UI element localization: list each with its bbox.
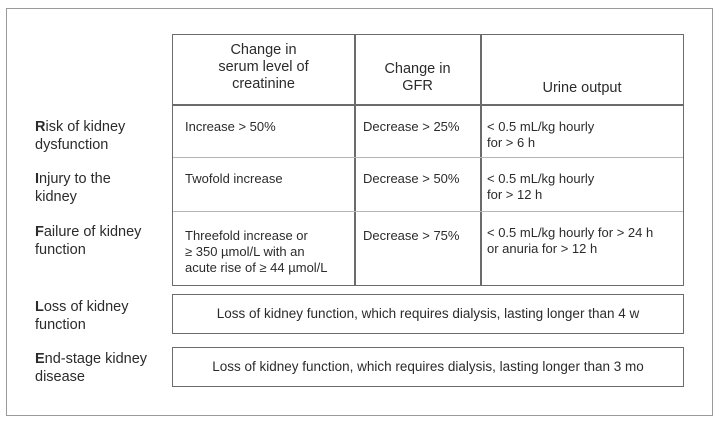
row-label-initial: I [35,171,40,187]
failure-urine-output: < 0.5 mL/kg hourly for > 24 h or anuria for > 12 h [487,225,654,256]
row-label-initial: E [35,351,45,367]
row-label-text: isk of kidney dysfunction [35,119,126,153]
header-gfr: Change in GFR [384,61,451,94]
risk-creatinine: Increase > 50% [185,119,276,134]
injury-creatinine: Twofold increase [185,171,283,186]
row-label-text: njury to the kidney [35,171,111,205]
failure-gfr: Decrease > 75% [363,228,460,243]
risk-urine-output: < 0.5 mL/kg hourly for > 6 h [487,119,595,150]
header-divider [173,104,683,106]
injury-gfr: Decrease > 50% [363,171,460,186]
row-label-end-stage [35,350,147,386]
column-divider [480,35,482,285]
row-label-text: ailure of kidney function [35,224,142,258]
row-label-initial: R [35,119,46,135]
header-creatinine: Change in serum level of creatinine [218,42,309,92]
row-label-injury [35,170,111,206]
end-stage-description-box: Loss of kidney function, which requires dialysis, lasting longer than 3 mo [172,347,684,387]
loss-description-box: Loss of kidney function, which requires dialysis, lasting longer than 4 w [172,294,684,334]
row-label-text: oss of kidney function [35,299,129,333]
row-label-text: nd-stage kidney disease [35,351,148,385]
row-label-loss [35,298,129,334]
risk-gfr: Decrease > 25% [363,119,460,134]
rifle-criteria-table [172,34,684,286]
injury-urine-output: < 0.5 mL/kg hourly for > 12 h [487,171,595,202]
failure-creatinine: Threefold increase or ≥ 350 µmol/L with an acute rise of ≥ 44 µmol/L [185,228,328,275]
row-divider [173,211,683,212]
row-label-failure [35,223,141,259]
row-divider [173,157,683,158]
header-urine-output: Urine output [542,80,622,96]
row-label-initial: L [35,299,44,315]
row-label-initial: F [35,224,44,240]
row-label-risk [35,118,125,154]
